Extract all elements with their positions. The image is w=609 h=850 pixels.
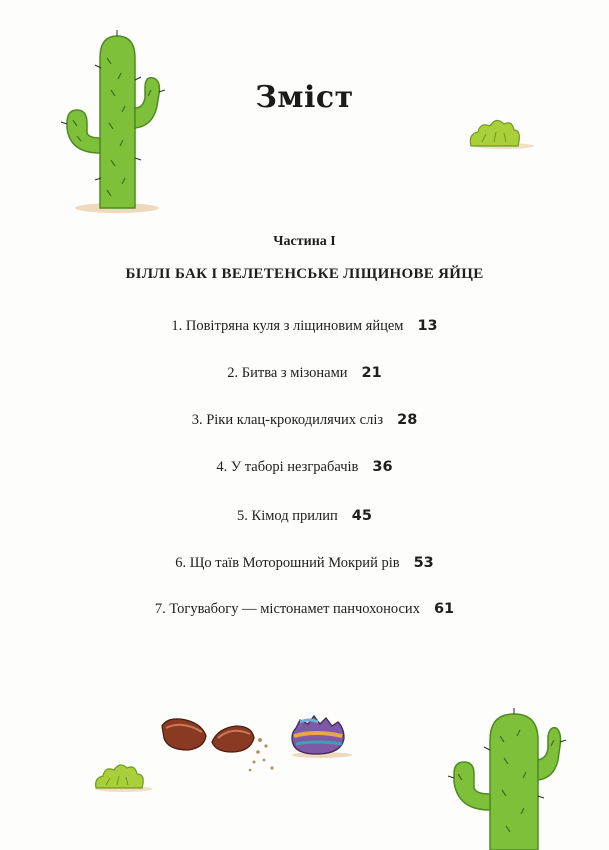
part-title: БІЛЛІ БАК І ВЕЛЕТЕНСЬКЕ ЛІЩИНОВЕ ЯЙЦЕ: [125, 266, 484, 282]
toc-entry-page: 61: [433, 601, 455, 617]
toc-entry[interactable]: [0, 459, 609, 476]
toc-entry-title: 3. Ріки клац-крокодилячих сліз: [191, 412, 384, 428]
cactus-bottom-right-icon: [438, 700, 568, 850]
toc-entry-page: 53: [413, 555, 434, 571]
toc-entry[interactable]: [0, 412, 609, 429]
toc-entry[interactable]: [0, 508, 609, 525]
toc-entry-page: 28: [397, 412, 418, 428]
bush-bottom-left-icon: [92, 758, 154, 794]
cracked-nutshell-icon: [158, 712, 288, 782]
hatched-egg-icon: [286, 710, 356, 760]
toc-entry-title: 1. Повітряна куля з ліщиновим яйцем: [171, 318, 404, 334]
toc-entry-page: 13: [417, 318, 438, 334]
toc-entry[interactable]: [0, 318, 609, 335]
toc-entry[interactable]: [0, 555, 609, 572]
toc-entry-title: 2. Битва з мізонами: [227, 365, 348, 381]
toc-entry[interactable]: [0, 601, 609, 618]
toc-entry-page: 36: [372, 459, 393, 475]
toc-entry-page: 45: [351, 508, 372, 524]
page-title: Зміст: [255, 80, 354, 115]
toc-entry-title: 5. Кімод прилип: [237, 508, 338, 524]
part-label: Частина I: [273, 234, 336, 249]
toc-entry-title: 6. Що таїв Моторошний Мокрий рів: [175, 555, 400, 571]
bush-top-right-icon: [466, 112, 536, 152]
cactus-top-left-icon: [55, 28, 165, 218]
toc-entry-title: 7. Тогувабогу — містонамет панчохоносих: [154, 601, 420, 617]
toc-entry-page: 21: [361, 365, 382, 381]
toc-entry[interactable]: [0, 365, 609, 382]
toc-entry-title: 4. У таборі незграбачів: [216, 459, 359, 475]
